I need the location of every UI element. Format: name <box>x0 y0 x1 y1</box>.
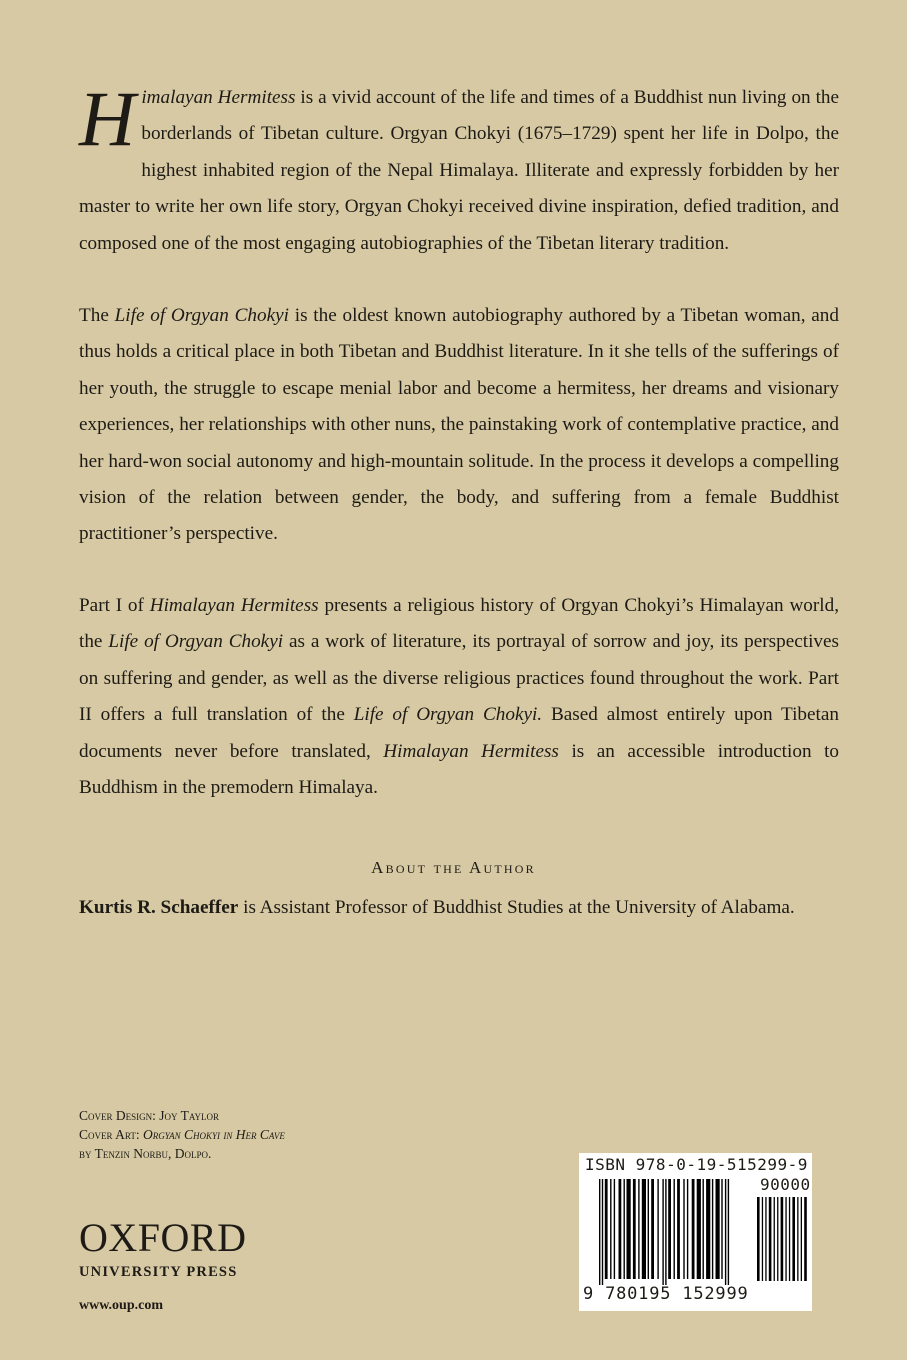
addon-bar <box>789 1197 790 1281</box>
book-title: imalayan Hermitess <box>141 87 296 108</box>
barcode-bar <box>605 1179 608 1279</box>
barcode-bar <box>677 1179 680 1279</box>
cover-art-title: Orgyan Chokyi in Her Cave <box>142 1127 285 1142</box>
barcode-bar <box>657 1179 658 1279</box>
barcode-bar <box>687 1179 688 1279</box>
paragraph-text: is the oldest known autobiography authored by a Tibetan woman, and thus holds a critical place in both Tibetan and Buddhist literature. In it she tells of the sufferings of her youth, the struggle to escape menial labor and become a hermitess, her dreams and visionary experiences, her relationships with other nuns, the painstaking work of contemplative practice, and her hard-won social autonomy and high-mountain solitude. In the process it develops a compelling vision of the relation between gender, the body, and suffering from a female Buddhist practitioner’s perspective. <box>79 305 839 545</box>
work-title: Life of Orgyan Chokyi <box>108 631 284 653</box>
cover-design-credit: Cover Design: Joy Taylor <box>79 1108 220 1123</box>
publisher-url: www.oup.com <box>79 1298 164 1313</box>
barcode-bar <box>642 1179 646 1279</box>
barcode-bar <box>665 1179 666 1285</box>
addon-bar <box>765 1197 766 1281</box>
barcode-bar <box>703 1179 704 1279</box>
publisher-subtitle: UNIVERSITY PRESS <box>79 1264 238 1280</box>
paragraph-text: is a vivid account of the life and times of a Buddhist nun living on the borderlands of Tibetan culture. Orgyan Chokyi (1675–1729) spent her life in Dolpo, the highest inhabited region of the Nepal Himalaya. Illiterate and expressly forbidden by her master to write her own life story, Orgyan Chokyi received divine inspiration, defied tradition, and composed one of the most engaging autobiographies of the Tibetan literary tradition. <box>79 87 840 254</box>
work-title: Life of Orgyan Chokyi. <box>353 704 543 726</box>
barcode-bar <box>683 1179 684 1279</box>
barcode-bar <box>668 1179 671 1279</box>
barcode-bar <box>712 1179 713 1279</box>
about-author-heading: About the Author <box>371 858 536 877</box>
paragraph-text: Part I of <box>79 595 150 616</box>
addon-bar <box>801 1197 802 1281</box>
description-paragraph-3 <box>79 588 839 806</box>
addon-bar <box>762 1197 763 1281</box>
book-title: Himalayan Hermitess <box>149 595 319 616</box>
barcode-bar <box>692 1179 695 1279</box>
cover-art-label: Cover Art: <box>79 1127 143 1142</box>
barcode-bar <box>624 1179 625 1279</box>
addon-bar <box>804 1197 807 1281</box>
addon-bar <box>792 1197 795 1281</box>
addon-bar <box>785 1197 786 1281</box>
barcode-bar <box>627 1179 631 1279</box>
barcode-bar <box>728 1179 729 1285</box>
barcode-bar <box>697 1179 701 1279</box>
author-bio: is Assistant Professor of Buddhist Studies at the University of Alabama. <box>238 897 795 918</box>
paragraph-text: as a work of literature, its portrayal of sorrow and joy, its perspectives on suffering and gender, as well as the diverse religious practices found throughout the work. Part II offers a full translation of the <box>79 631 839 726</box>
barcode-bar <box>610 1179 611 1279</box>
barcode-bar <box>602 1179 603 1285</box>
cover-credits <box>79 1106 285 1163</box>
about-author-text <box>79 893 839 923</box>
publisher-logo <box>79 1216 246 1314</box>
book-title: Himalayan Hermitess <box>383 740 559 762</box>
publisher-name: OXFORD <box>79 1215 247 1260</box>
paragraph-text: Based almost entirely upon Tibetan documents never before translated, <box>79 704 839 762</box>
paragraph-text: presents a religious history of Orgyan Chokyi’s Himalayan world, the <box>79 595 840 653</box>
barcode-bar <box>633 1179 636 1279</box>
ean-digits: 9 780195 152999 <box>583 1284 749 1304</box>
addon-bar <box>769 1197 772 1281</box>
barcode-bar <box>614 1179 615 1279</box>
barcode-bar <box>706 1179 710 1279</box>
barcode-bar <box>599 1179 600 1285</box>
barcode-bar <box>638 1179 639 1279</box>
addon-bar <box>797 1197 798 1281</box>
isbn-barcode <box>579 1153 812 1311</box>
drop-cap: H <box>79 75 136 162</box>
paragraph-text: is an accessible introduction to Buddhism in the premodern Himalaya. <box>79 740 839 799</box>
barcode-bar <box>721 1179 722 1279</box>
barcode-bar <box>619 1179 622 1279</box>
addon-bar <box>777 1197 778 1281</box>
addon-bar <box>774 1197 775 1281</box>
addon-bar <box>757 1197 760 1281</box>
barcode-bar <box>725 1179 726 1285</box>
cover-art-credit <box>79 1125 285 1144</box>
isbn-label: ISBN 978-0-19-515299-9 <box>585 1155 808 1174</box>
addon-bar <box>781 1197 784 1281</box>
barcode-bar <box>716 1179 720 1279</box>
paragraph-text: The <box>79 305 115 326</box>
description-paragraph-1 <box>79 75 840 262</box>
barcode-bar <box>662 1179 663 1285</box>
work-title: Life of Orgyan Chokyi <box>114 305 289 326</box>
barcode-bar <box>651 1179 654 1279</box>
author-name: Kurtis R. Schaeffer <box>79 897 239 918</box>
barcode-bar <box>674 1179 675 1279</box>
cover-art-artist: by Tenzin Norbu, Dolpo. <box>79 1146 212 1161</box>
price-code-label: 90000 <box>760 1175 811 1194</box>
description-paragraph-2 <box>79 298 839 553</box>
barcode-bar <box>648 1179 649 1279</box>
